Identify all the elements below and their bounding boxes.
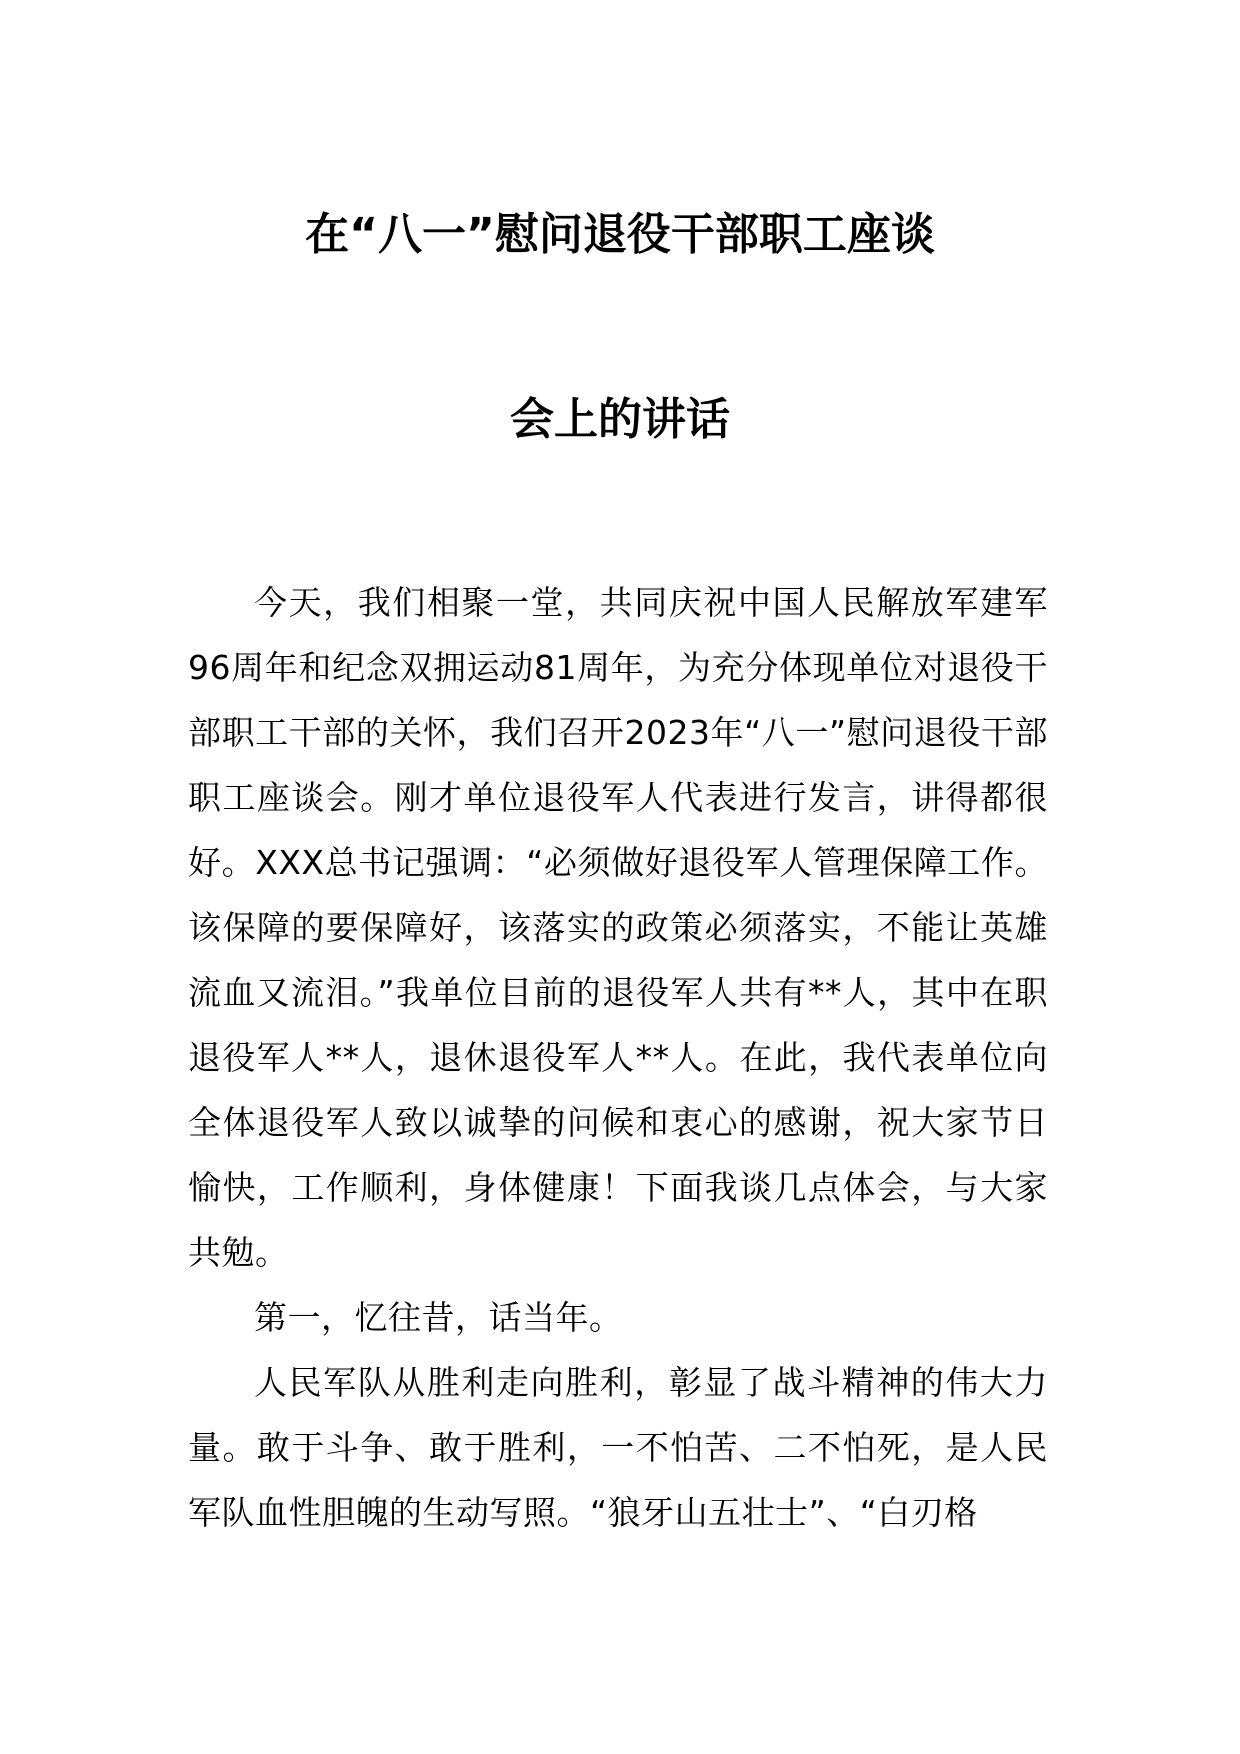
document-title-line-2: 会上的讲话 xyxy=(510,394,730,445)
document-title-line-1: 在“八一”慰问退役干部职工座谈 xyxy=(305,209,935,260)
paragraph-heading-first: 第一，忆往昔，话当年。 xyxy=(254,1298,623,1337)
paragraph-intro: 今天，我们相聚一堂，共同庆祝中国人民解放军建军96周年和纪念双拥运动81周年，为充分体现单位对退役干部职工干部的关怀，我们召开2023年“八一”慰问退役干部职工座谈会。刚才单位退役军人代表进行发言，讲得都很好。XXX总书记强调：“必须做好退役军人管理保障工作。该保障的要保障好，该落实的政策必须落实，不能让英雄流血又流泪。”我单位目前的退役军人共有**人，其中在职退役军人**人，退休退役军人**人。在此，我代表单位向全体退役军人致以诚挚的问候和衷心的感谢，祝大家节日愉快，工作顺利，身体健康！下面我谈几点体会，与大家共勉。 xyxy=(188,583,1048,1272)
paragraph-military-spirit: 人民军队从胜利走向胜利，彰显了战斗精神的伟大力量。敢于斗争、敢于胜利，一不怕苦、二不怕死，是人民军队血性胆魄的生动写照。“狼牙山五壮士”、“白刃格 xyxy=(188,1363,1048,1532)
document-body xyxy=(188,570,1048,1545)
